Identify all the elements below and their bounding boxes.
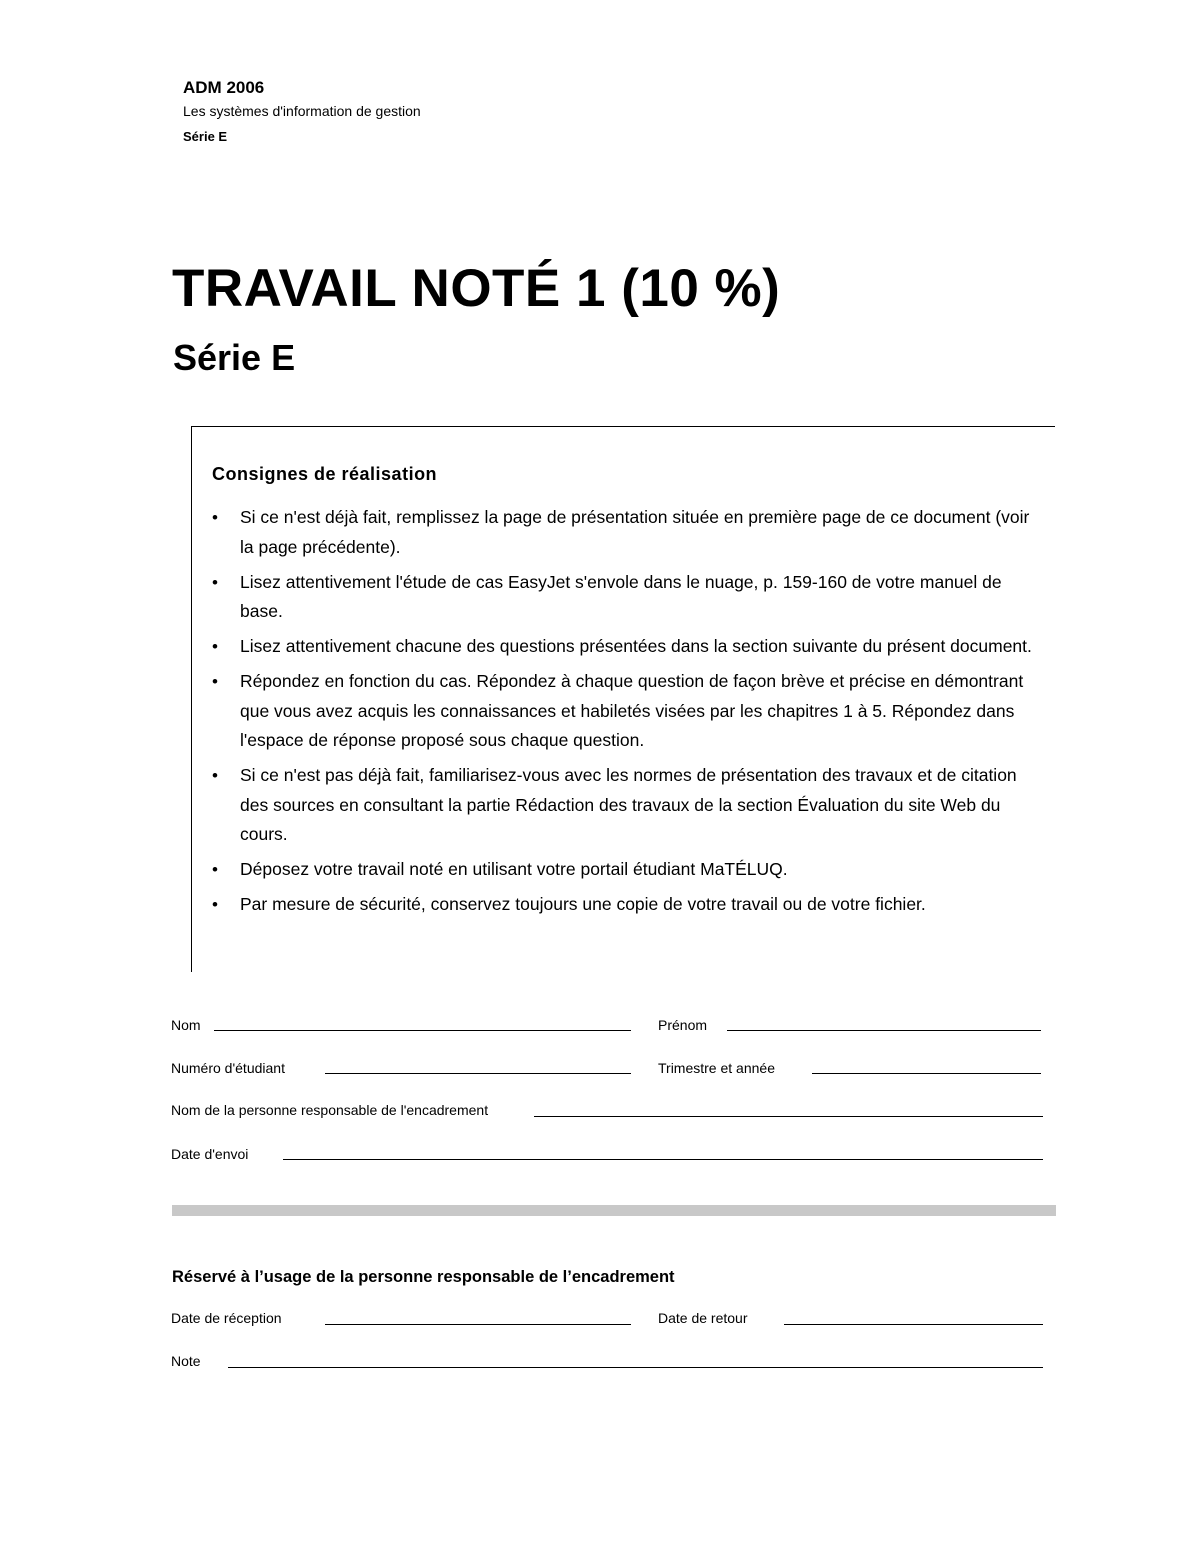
page-title: TRAVAIL NOTÉ 1 (10 %) [172, 259, 781, 318]
numero-etudiant-field[interactable] [325, 1073, 631, 1074]
list-item [212, 890, 1047, 920]
date-retour-field[interactable] [784, 1324, 1043, 1325]
series-label: Série E [183, 129, 228, 144]
trimestre-field[interactable] [812, 1073, 1041, 1074]
course-code: ADM 2006 [183, 78, 265, 97]
list-item [212, 568, 1047, 627]
list-item [212, 761, 1047, 850]
bullet-icon: • [212, 766, 218, 785]
instructions-list [212, 503, 1047, 925]
page-subtitle: Série E [173, 337, 296, 378]
nom-label: Nom [171, 1017, 201, 1033]
instruction-text: Répondez en fonction du cas. Répondez à chaque question de façon brève et précise en démontrant que vous avez acquis les connaissances et habiletés visées par les chapitres 1 à 5. Répondez dans l'espace de réponse proposé sous chaque question. [240, 671, 1024, 750]
instruction-text: Par mesure de sécurité, conservez toujours une copie de votre travail ou de votre fichier. [240, 894, 926, 914]
bullet-icon: • [212, 508, 218, 527]
date-envoi-field[interactable] [283, 1159, 1043, 1160]
trimestre-label: Trimestre et année [658, 1060, 775, 1076]
numero-etudiant-label: Numéro d'étudiant [171, 1060, 285, 1076]
list-item [212, 632, 1047, 662]
responsable-field[interactable] [534, 1116, 1043, 1117]
instruction-text: Lisez attentivement l'étude de cas EasyJet s'envole dans le nuage, p. 159-160 de votre manuel de base. [240, 571, 1002, 621]
reserved-title: Réservé à l’usage de la personne responsable de l’encadrement [172, 1268, 675, 1286]
section-divider [172, 1205, 1056, 1216]
list-item [212, 503, 1047, 562]
course-name: Les systèmes d'information de gestion [183, 103, 421, 119]
bullet-icon: • [212, 572, 218, 592]
bullet-icon: • [212, 672, 218, 691]
bullet-icon: • [212, 895, 218, 914]
instruction-text: Si ce n'est pas déjà fait, familiarisez-vous avec les normes de présentation des travaux et de citation des sources en consultant la partie Rédaction des travaux de la section Évaluation du site Web du cours. [240, 765, 1017, 844]
date-reception-field[interactable] [325, 1324, 631, 1325]
bullet-icon: • [212, 637, 218, 656]
bullet-icon: • [212, 860, 218, 879]
date-retour-label: Date de retour [658, 1310, 748, 1326]
date-envoi-label: Date d'envoi [171, 1146, 249, 1162]
note-field[interactable] [228, 1367, 1043, 1368]
instruction-text: Déposez votre travail noté en utilisant votre portail étudiant MaTÉLUQ. [240, 859, 788, 879]
responsable-label: Nom de la personne responsable de l'encadrement [171, 1102, 489, 1118]
list-item [212, 667, 1047, 756]
instruction-text: Si ce n'est déjà fait, remplissez la page de présentation située en première page de ce document (voir la page précédente). [240, 507, 1030, 557]
list-item [212, 855, 1047, 885]
note-label: Note [171, 1353, 201, 1369]
prenom-label: Prénom [658, 1017, 708, 1033]
nom-field[interactable] [214, 1030, 631, 1031]
prenom-field[interactable] [727, 1030, 1041, 1031]
instruction-text: Lisez attentivement chacune des questions présentées dans la section suivante du présent document. [240, 636, 1032, 656]
date-reception-label: Date de réception [171, 1310, 282, 1326]
instructions-title: Consignes de réalisation [212, 464, 438, 484]
